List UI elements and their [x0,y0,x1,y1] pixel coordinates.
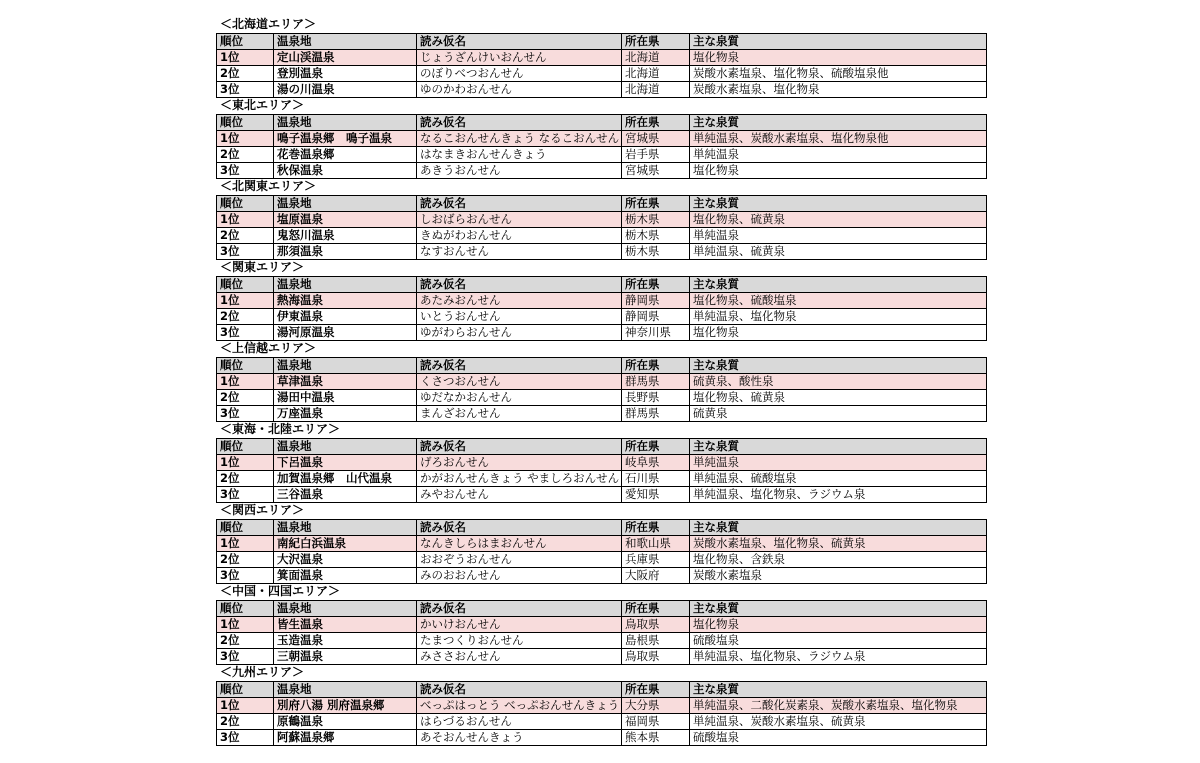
spring-quality-cell: 単純温泉、塩化物泉、ラジウム泉 [690,649,987,665]
onsen-name-cell: 草津温泉 [274,374,417,390]
onsen-name-cell: 定山渓温泉 [274,50,417,66]
table-header-row [217,520,987,536]
ranking-table [216,600,987,665]
rank-cell: 3位 [217,406,274,422]
kana-reading-cell: げろおんせん [417,455,622,471]
prefecture-cell: 和歌山県 [622,536,690,552]
prefecture-cell: 大分県 [622,698,690,714]
table-row [217,698,987,714]
kana-reading-cell: くさつおんせん [417,374,622,390]
table-row [217,82,987,98]
header-spring: 主な泉質 [690,682,987,698]
prefecture-cell: 群馬県 [622,374,690,390]
table-header-row [217,277,987,293]
region-title: ＜北海道エリア＞ [220,17,317,31]
kana-reading-cell: あきうおんせん [417,163,622,179]
header-rank: 順位 [217,34,274,50]
table-row [217,617,987,633]
onsen-name-cell: 別府八湯 別府温泉郷 [274,698,417,714]
table-row [217,293,987,309]
region-title: ＜上信越エリア＞ [220,341,317,355]
header-kana: 読み仮名 [417,196,622,212]
prefecture-cell: 熊本県 [622,730,690,746]
onsen-name-cell: 塩原温泉 [274,212,417,228]
kana-reading-cell: かがおんせんきょう やましろおんせん [417,471,622,487]
spring-quality-cell: 塩化物泉、硫黄泉 [690,212,987,228]
kana-reading-cell: いとうおんせん [417,309,622,325]
onsen-name-cell: 阿蘇温泉郷 [274,730,417,746]
spring-quality-cell: 単純温泉、炭酸水素塩泉、硫黄泉 [690,714,987,730]
header-prefecture: 所在県 [622,277,690,293]
rank-cell: 2位 [217,471,274,487]
spring-quality-cell: 硫酸塩泉 [690,633,987,649]
header-spring: 主な泉質 [690,601,987,617]
table-row [217,228,987,244]
prefecture-cell: 栃木県 [622,244,690,260]
header-onsen: 温泉地 [274,277,417,293]
header-onsen: 温泉地 [274,34,417,50]
rank-cell: 3位 [217,244,274,260]
rank-cell: 1位 [217,536,274,552]
kana-reading-cell: ゆのかわおんせん [417,82,622,98]
rank-cell: 2位 [217,66,274,82]
rank-cell: 3位 [217,487,274,503]
rank-cell: 3位 [217,82,274,98]
table-row [217,50,987,66]
ranking-table [216,276,987,341]
header-prefecture: 所在県 [622,682,690,698]
table-row [217,147,987,163]
table-row [217,633,987,649]
region-block [216,421,986,502]
ranking-table [216,114,987,179]
prefecture-cell: 北海道 [622,82,690,98]
region-block [216,16,986,97]
rank-cell: 3位 [217,568,274,584]
header-kana: 読み仮名 [417,115,622,131]
header-spring: 主な泉質 [690,439,987,455]
header-prefecture: 所在県 [622,34,690,50]
prefecture-cell: 福岡県 [622,714,690,730]
prefecture-cell: 大阪府 [622,568,690,584]
header-spring: 主な泉質 [690,115,987,131]
rank-cell: 2位 [217,309,274,325]
kana-reading-cell: べっぷはっとう べっぷおんせんきょう [417,698,622,714]
onsen-name-cell: 秋保温泉 [274,163,417,179]
table-header-row [217,115,987,131]
onsen-name-cell: 下呂温泉 [274,455,417,471]
spring-quality-cell: 硫酸塩泉 [690,730,987,746]
region-title: ＜中国・四国エリア＞ [220,584,341,598]
kana-reading-cell: たまつくりおんせん [417,633,622,649]
spring-quality-cell: 単純温泉、塩化物泉 [690,309,987,325]
header-rank: 順位 [217,196,274,212]
header-onsen: 温泉地 [274,115,417,131]
table-row [217,406,987,422]
kana-reading-cell: みのおおんせん [417,568,622,584]
rank-cell: 1位 [217,698,274,714]
header-rank: 順位 [217,277,274,293]
spring-quality-cell: 炭酸水素塩泉、塩化物泉、硫黄泉 [690,536,987,552]
onsen-name-cell: 皆生温泉 [274,617,417,633]
kana-reading-cell: かいけおんせん [417,617,622,633]
region-title: ＜関西エリア＞ [220,503,305,517]
table-row [217,131,987,147]
header-onsen: 温泉地 [274,682,417,698]
table-row [217,244,987,260]
onsen-name-cell: 湯河原温泉 [274,325,417,341]
kana-reading-cell: なんきしらはまおんせん [417,536,622,552]
prefecture-cell: 北海道 [622,66,690,82]
kana-reading-cell: みささおんせん [417,649,622,665]
header-kana: 読み仮名 [417,277,622,293]
header-spring: 主な泉質 [690,34,987,50]
kana-reading-cell: じょうざんけいおんせん [417,50,622,66]
onsen-name-cell: 三朝温泉 [274,649,417,665]
table-row [217,212,987,228]
header-spring: 主な泉質 [690,358,987,374]
header-kana: 読み仮名 [417,358,622,374]
spring-quality-cell: 塩化物泉 [690,50,987,66]
region-title: ＜東海・北陸エリア＞ [220,422,341,436]
region-block [216,97,986,178]
header-kana: 読み仮名 [417,682,622,698]
table-row [217,66,987,82]
table-row [217,730,987,746]
prefecture-cell: 静岡県 [622,309,690,325]
table-row [217,714,987,730]
kana-reading-cell: あたみおんせん [417,293,622,309]
header-kana: 読み仮名 [417,520,622,536]
spring-quality-cell: 単純温泉、二酸化炭素泉、炭酸水素塩泉、塩化物泉 [690,698,987,714]
prefecture-cell: 長野県 [622,390,690,406]
ranking-table [216,438,987,503]
table-row [217,649,987,665]
region-block [216,178,986,259]
region-block [216,664,986,745]
rank-cell: 3位 [217,325,274,341]
spring-quality-cell: 塩化物泉、硫黄泉 [690,390,987,406]
header-prefecture: 所在県 [622,115,690,131]
region-title: ＜関東エリア＞ [220,260,305,274]
rank-cell: 2位 [217,147,274,163]
prefecture-cell: 鳥取県 [622,617,690,633]
onsen-name-cell: 箕面温泉 [274,568,417,584]
header-rank: 順位 [217,601,274,617]
onsen-name-cell: 鳴子温泉郷 鳴子温泉 [274,131,417,147]
spring-quality-cell: 単純温泉 [690,228,987,244]
prefecture-cell: 石川県 [622,471,690,487]
table-header-row [217,196,987,212]
onsen-ranking-document [216,16,986,745]
spring-quality-cell: 塩化物泉、硫酸塩泉 [690,293,987,309]
prefecture-cell: 兵庫県 [622,552,690,568]
table-row [217,552,987,568]
region-title: ＜北関東エリア＞ [220,179,317,193]
kana-reading-cell: はらづるおんせん [417,714,622,730]
rank-cell: 1位 [217,50,274,66]
spring-quality-cell: 単純温泉、塩化物泉、ラジウム泉 [690,487,987,503]
onsen-name-cell: 伊東温泉 [274,309,417,325]
spring-quality-cell: 単純温泉 [690,147,987,163]
onsen-name-cell: 南紀白浜温泉 [274,536,417,552]
spring-quality-cell: 塩化物泉 [690,325,987,341]
table-header-row [217,358,987,374]
ranking-table [216,33,987,98]
onsen-name-cell: 那須温泉 [274,244,417,260]
table-row [217,471,987,487]
prefecture-cell: 宮城県 [622,163,690,179]
header-rank: 順位 [217,520,274,536]
rank-cell: 1位 [217,131,274,147]
kana-reading-cell: なすおんせん [417,244,622,260]
table-header-row [217,439,987,455]
kana-reading-cell: なるこおんせんきょう なるこおんせん [417,131,622,147]
table-row [217,536,987,552]
ranking-table [216,681,987,746]
spring-quality-cell: 硫黄泉 [690,406,987,422]
kana-reading-cell: おおぞうおんせん [417,552,622,568]
region-block [216,583,986,664]
prefecture-cell: 群馬県 [622,406,690,422]
spring-quality-cell: 単純温泉、硫酸塩泉 [690,471,987,487]
header-spring: 主な泉質 [690,196,987,212]
header-prefecture: 所在県 [622,601,690,617]
kana-reading-cell: あそおんせんきょう [417,730,622,746]
header-onsen: 温泉地 [274,520,417,536]
prefecture-cell: 宮城県 [622,131,690,147]
rank-cell: 1位 [217,293,274,309]
rank-cell: 2位 [217,714,274,730]
table-row [217,325,987,341]
spring-quality-cell: 硫黄泉、酸性泉 [690,374,987,390]
prefecture-cell: 栃木県 [622,228,690,244]
prefecture-cell: 鳥取県 [622,649,690,665]
prefecture-cell: 岐阜県 [622,455,690,471]
header-rank: 順位 [217,682,274,698]
onsen-name-cell: 万座温泉 [274,406,417,422]
rank-cell: 2位 [217,228,274,244]
header-rank: 順位 [217,115,274,131]
onsen-name-cell: 三谷温泉 [274,487,417,503]
onsen-name-cell: 鬼怒川温泉 [274,228,417,244]
kana-reading-cell: ゆだなかおんせん [417,390,622,406]
rank-cell: 1位 [217,455,274,471]
spring-quality-cell: 塩化物泉 [690,617,987,633]
header-onsen: 温泉地 [274,196,417,212]
rank-cell: 2位 [217,633,274,649]
rank-cell: 2位 [217,390,274,406]
ranking-table [216,519,987,584]
header-rank: 順位 [217,358,274,374]
kana-reading-cell: まんざおんせん [417,406,622,422]
ranking-table [216,357,987,422]
prefecture-cell: 北海道 [622,50,690,66]
table-row [217,163,987,179]
rank-cell: 2位 [217,552,274,568]
table-row [217,374,987,390]
spring-quality-cell: 炭酸水素塩泉、塩化物泉、硫酸塩泉他 [690,66,987,82]
ranking-table [216,195,987,260]
table-header-row [217,682,987,698]
spring-quality-cell: 炭酸水素塩泉、塩化物泉 [690,82,987,98]
onsen-name-cell: 玉造温泉 [274,633,417,649]
header-onsen: 温泉地 [274,601,417,617]
spring-quality-cell: 単純温泉、炭酸水素塩泉、塩化物泉他 [690,131,987,147]
prefecture-cell: 岩手県 [622,147,690,163]
header-prefecture: 所在県 [622,196,690,212]
header-spring: 主な泉質 [690,520,987,536]
kana-reading-cell: はなまきおんせんきょう [417,147,622,163]
rank-cell: 1位 [217,617,274,633]
region-block [216,502,986,583]
header-spring: 主な泉質 [690,277,987,293]
spring-quality-cell: 炭酸水素塩泉 [690,568,987,584]
table-header-row [217,34,987,50]
header-kana: 読み仮名 [417,601,622,617]
kana-reading-cell: のぼりべつおんせん [417,66,622,82]
table-row [217,487,987,503]
onsen-name-cell: 登別温泉 [274,66,417,82]
region-block [216,340,986,421]
rank-cell: 3位 [217,649,274,665]
header-onsen: 温泉地 [274,439,417,455]
onsen-name-cell: 花巻温泉郷 [274,147,417,163]
header-kana: 読み仮名 [417,439,622,455]
onsen-name-cell: 大沢温泉 [274,552,417,568]
table-row [217,390,987,406]
table-row [217,455,987,471]
kana-reading-cell: ゆがわらおんせん [417,325,622,341]
table-row [217,568,987,584]
kana-reading-cell: みやおんせん [417,487,622,503]
prefecture-cell: 栃木県 [622,212,690,228]
prefecture-cell: 静岡県 [622,293,690,309]
header-prefecture: 所在県 [622,358,690,374]
onsen-name-cell: 加賀温泉郷 山代温泉 [274,471,417,487]
kana-reading-cell: きぬがわおんせん [417,228,622,244]
prefecture-cell: 島根県 [622,633,690,649]
spring-quality-cell: 塩化物泉、含鉄泉 [690,552,987,568]
onsen-name-cell: 原鶴温泉 [274,714,417,730]
onsen-name-cell: 湯の川温泉 [274,82,417,98]
spring-quality-cell: 単純温泉 [690,455,987,471]
header-rank: 順位 [217,439,274,455]
header-onsen: 温泉地 [274,358,417,374]
onsen-name-cell: 熱海温泉 [274,293,417,309]
header-kana: 読み仮名 [417,34,622,50]
rank-cell: 3位 [217,730,274,746]
region-block [216,259,986,340]
header-prefecture: 所在県 [622,520,690,536]
prefecture-cell: 神奈川県 [622,325,690,341]
kana-reading-cell: しおばらおんせん [417,212,622,228]
prefecture-cell: 愛知県 [622,487,690,503]
rank-cell: 1位 [217,212,274,228]
table-header-row [217,601,987,617]
header-prefecture: 所在県 [622,439,690,455]
table-row [217,309,987,325]
region-title: ＜東北エリア＞ [220,98,305,112]
rank-cell: 1位 [217,374,274,390]
spring-quality-cell: 単純温泉、硫黄泉 [690,244,987,260]
rank-cell: 3位 [217,163,274,179]
region-title: ＜九州エリア＞ [220,665,305,679]
onsen-name-cell: 湯田中温泉 [274,390,417,406]
spring-quality-cell: 塩化物泉 [690,163,987,179]
